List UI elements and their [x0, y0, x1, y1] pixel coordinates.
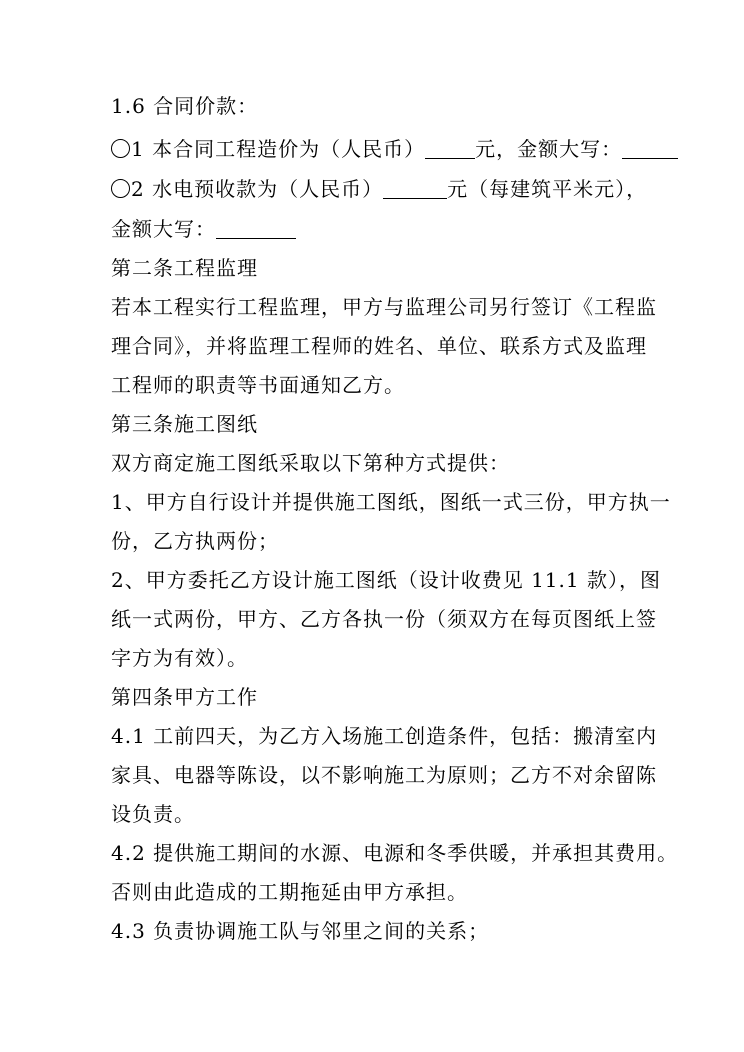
option-1-text-2: 元，金额大写： [475, 137, 623, 161]
article-3-item-2-line-2: 纸一式两份，甲方、乙方各执一份（须双方在每页图纸上签 [111, 607, 657, 631]
amount-in-words-blank[interactable] [622, 138, 678, 159]
article-3-heading: 第三条施工图纸 [111, 412, 258, 436]
option-2-prepayment-line [111, 175, 651, 203]
option-2-text: 2 水电预收款为（人民币） [131, 177, 384, 201]
article-3-item-1-line-2: 份，乙方执两份； [111, 529, 279, 553]
article-3-item-2-line-3: 字方为有效）。 [111, 646, 248, 670]
article-3-para-intro: 双方商定施工图纸采取以下第种方式提供： [111, 451, 510, 475]
section-1-6-heading: 1.6 合同价款： [111, 94, 259, 118]
option-1-text: 1 本合同工程造价为（人民币） [131, 137, 426, 161]
article-4-2-line-2: 否则由此造成的工期拖延由甲方承担。 [111, 880, 468, 904]
article-4-1-line-1: 4.1 工前四天，为乙方入场施工创造条件，包括：搬清室内 [111, 724, 658, 748]
article-4-3-line-1: 4.3 负责协调施工队与邻里之间的关系； [111, 919, 490, 943]
article-2-para-line-1: 若本工程实行工程监理，甲方与监理公司另行签订《工程监 [111, 295, 657, 319]
amount-in-words-blank-2[interactable] [216, 218, 296, 239]
price-amount-blank[interactable] [425, 138, 475, 159]
option-2-text-2: 元（每建筑平米元）， [447, 177, 648, 201]
prepayment-amount-blank[interactable] [383, 178, 447, 199]
option-circle-icon[interactable] [111, 179, 130, 198]
article-3-item-1-line-1: 1、甲方自行设计并提供施工图纸，图纸一式三份，甲方执一 [111, 490, 671, 514]
article-4-1-line-2: 家具、电器等陈设，以不影响施工为原则；乙方不对余留陈 [111, 763, 657, 787]
article-4-heading: 第四条甲方工作 [111, 685, 258, 709]
article-3-item-2-line-1: 2、甲方委托乙方设计施工图纸（设计收费见 11.1 款），图 [111, 568, 661, 592]
amount-in-words-line [111, 215, 651, 243]
article-2-heading: 第二条工程监理 [111, 256, 258, 280]
article-2-para-line-2: 理合同》，并将监理工程师的姓名、单位、联系方式及监理 [111, 334, 647, 358]
amount-in-words-label: 金额大写： [111, 217, 216, 241]
option-1-contract-price-line [111, 135, 651, 163]
article-4-1-line-3: 设负责。 [111, 802, 195, 826]
option-circle-icon[interactable] [111, 139, 130, 158]
article-2-para-line-3: 工程师的职责等书面通知乙方。 [111, 373, 405, 397]
article-4-2-line-1: 4.2 提供施工期间的水源、电源和冬季供暖，并承担其费用。 [111, 841, 679, 865]
